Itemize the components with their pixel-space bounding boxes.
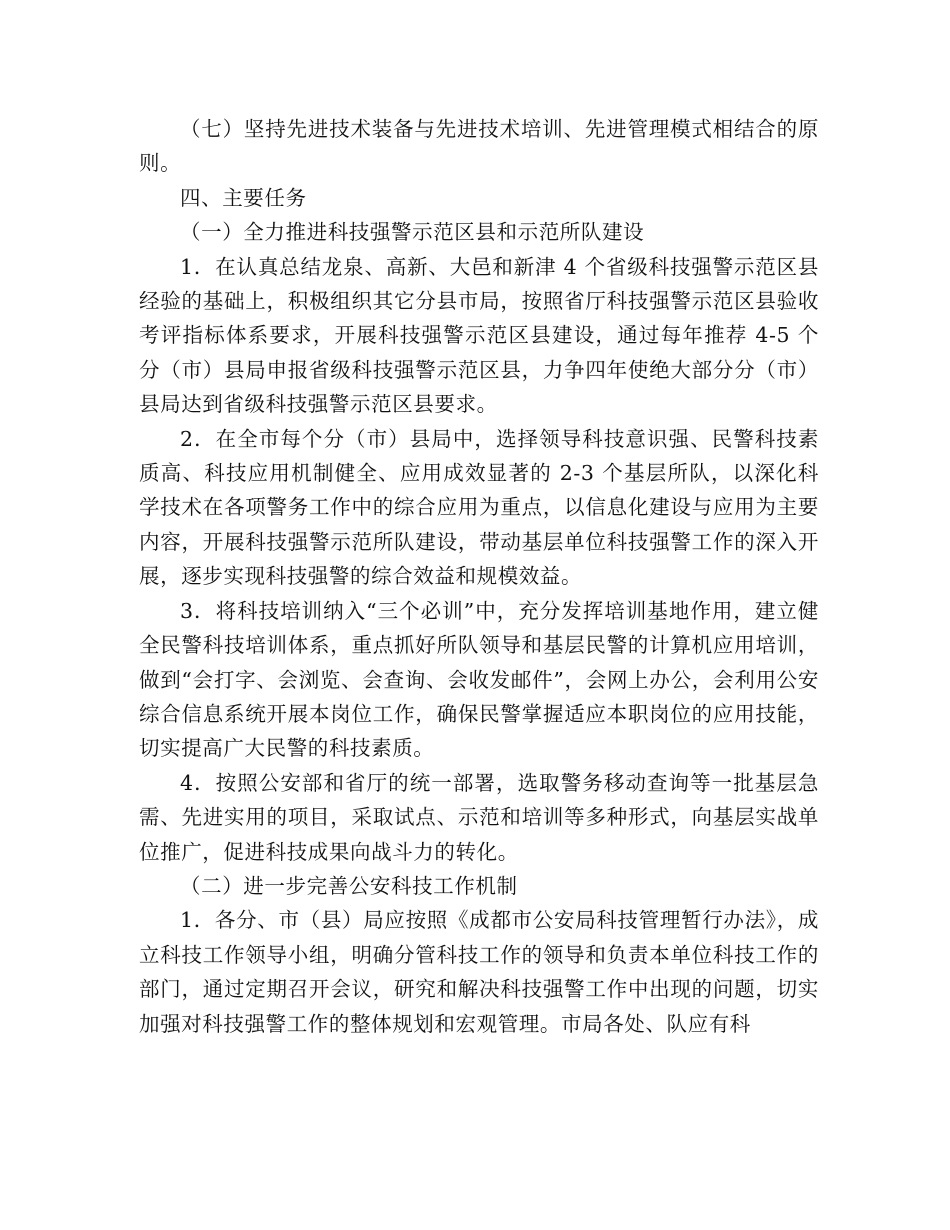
paragraph-task-2-1: 1．各分、市（县）局应按照《成都市公安局科技管理暂行办法》，成立科技工作领导小组，明确分管科技工作的领导和负责本单位科技工作的部门，通过定期召开会议，研究和解决科技强警工作中出现的问题，切实加强对科技强警工作的整体规划和宏观管理。市局各处、队应有科 [139,908,819,1036]
subsection-heading-1: （一）全力推进科技强警示范区县和示范所队建设 [180,220,645,245]
section-heading-main-tasks: 四、主要任务 [180,185,307,210]
paragraph-task-1-1: 1．在认真总结龙泉、高新、大邑和新津 4 个省级科技强警示范区县经验的基础上，积极组织其它分县市局，按照省厅科技强警示范区县验收考评指标体系要求，开展科技强警示范区县建设，通过每年推荐 4-5 个分（市）县局申报省级科技强警示范区县，力争四年使绝大部分分（市）县局达到省级科技强警示范区县要求。 [139,254,819,417]
paragraph-principle-7: （七）坚持先进技术装备与先进技术培训、先进管理模式相结合的原则。 [139,117,819,176]
paragraph-task-1-4: 4．按照公安部和省厅的统一部署，选取警务移动查询等一批基层急需、先进实用的项目，采取试点、示范和培训等多种形式，向基层实战单位推广，促进科技成果向战斗力的转化。 [139,770,819,864]
paragraph-task-1-2: 2．在全市每个分（市）县局中，选择领导科技意识强、民警科技素质高、科技应用机制健全、应用成效显著的 2-3 个基层所队，以深化科学技术在各项警务工作中的综合应用为重点，以信息化建设与应用为主要内容，开展科技强警示范所队建设，带动基层单位科技强警工作的深入开展，逐步实现科技强警的综合效益和规模效益。 [139,426,819,589]
subsection-heading-2: （二）进一步完善公安科技工作机制 [180,873,518,898]
paragraph-task-1-3: 3．将科技培训纳入“三个必训”中，充分发挥培训基地作用，建立健全民警科技培训体系，重点抓好所队领导和基层民警的计算机应用培训，做到“会打字、会浏览、会查询、会收发邮件”，会网上办公，会利用公安综合信息系统开展本岗位工作，确保民警掌握适应本职岗位的应用技能，切实提高广大民警的科技素质。 [139,598,819,761]
document-body [139,112,819,1041]
